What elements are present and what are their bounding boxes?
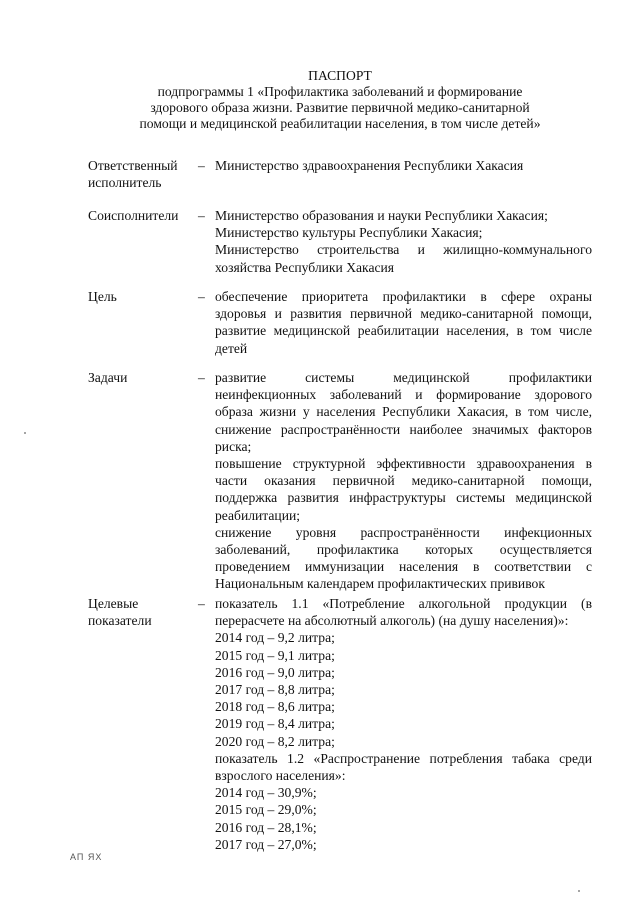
row-content [215, 369, 592, 593]
content-line: 2016 год – 9,0 литра; [215, 664, 335, 680]
content-line: реабилитации; [215, 507, 301, 523]
content-line: показатель 1.2 «Распространение потребления табака среди [215, 750, 592, 766]
label-line: Задачи [88, 370, 128, 385]
row-label [88, 369, 193, 386]
content-line: поддержка развития инфраструктуры системы медицинской [215, 490, 592, 506]
content-line: снижение распространённости наиболее значимых факторов [215, 421, 592, 437]
content-line: 2019 год – 8,4 литра; [215, 716, 335, 732]
content-line: 2017 год – 27,0%; [215, 836, 317, 852]
content-line: части оказания первичной медико-санитарной помощи, [215, 473, 592, 489]
content-line: здоровья и развития первичной медико-санитарной помощи, [215, 306, 592, 322]
content-line: детей [215, 340, 248, 356]
content-line: Министерство строительства и жилищно-коммунального [215, 242, 592, 258]
subprogram-title-line-1: подпрограммы 1 «Профилактика заболеваний и формирование [157, 84, 523, 99]
content-line: показатель 1.1 «Потребление алкогольной продукции (в [215, 596, 592, 611]
row-content [215, 288, 592, 357]
content-line: обеспечение приоритета профилактики в сфере охраны [215, 289, 592, 304]
dash-separator: – [198, 158, 205, 173]
dash-separator: – [198, 596, 205, 611]
content-line: заболеваний, профилактика которых осуществляется [215, 542, 592, 558]
content-line: 2018 год – 8,6 литра; [215, 699, 335, 715]
content-line: Министерство образования и науки Республики Хакасия; [215, 208, 548, 223]
scan-speck [24, 432, 26, 434]
content-line: Министерство культуры Республики Хакасия; [215, 225, 483, 241]
content-line: развитие медицинской реабилитации населения, в том числе [215, 323, 592, 339]
passport-heading: ПАСПОРТ [308, 68, 372, 83]
content-line: 2015 год – 9,1 литра; [215, 647, 335, 663]
content-line: неинфекционных заболеваний и формирование здорового [215, 387, 592, 403]
row-label [88, 288, 193, 305]
row-label [88, 157, 193, 191]
content-line: 2016 год – 28,1%; [215, 819, 317, 835]
scan-speck [578, 890, 580, 892]
label-line: показатели [88, 613, 152, 629]
content-line: 2017 год – 8,8 литра; [215, 682, 335, 698]
row-content [215, 157, 592, 174]
content-line: 2014 год – 9,2 литра; [215, 630, 335, 646]
content-line: взрослого населения»: [215, 768, 346, 784]
content-line: снижение уровня распространённости инфекционных [215, 524, 592, 540]
dash-separator: – [198, 370, 205, 385]
content-line: 2015 год – 29,0%; [215, 802, 317, 818]
label-line: Соисполнители [88, 208, 179, 223]
content-line: проведением иммунизации населения в соответствии с [215, 559, 592, 575]
row-label [88, 595, 193, 629]
label-line: Целевые [88, 596, 139, 611]
subprogram-title-line-3: помощи и медицинской реабилитации населения, в том числе детей» [139, 116, 541, 131]
content-line: развитие системы медицинской профилактики [215, 370, 592, 385]
content-line: хозяйства Республики Хакасия [215, 259, 395, 275]
passport-title-block [100, 68, 580, 132]
row-content [215, 595, 592, 853]
content-line: 2014 год – 30,9%; [215, 785, 317, 801]
content-line: повышение структурной эффективности здравоохранения в [215, 456, 592, 472]
content-line: перерасчете на абсолютный алкоголь) (на душу населения)»: [215, 613, 569, 629]
dash-separator: – [198, 208, 205, 223]
footer-mark: АП ЯХ [70, 852, 103, 862]
content-line: образа жизни у населения Республики Хакасия, в том числе, [215, 404, 592, 420]
label-line: исполнитель [88, 175, 162, 191]
content-line: 2020 год – 8,2 литра; [215, 733, 335, 749]
content-line: Национальным календарем профилактических прививок [215, 576, 545, 592]
label-line: Цель [88, 289, 117, 304]
subprogram-title-line-2: здорового образа жизни. Развитие первичной медико-санитарной [150, 100, 530, 115]
row-content [215, 207, 592, 276]
dash-separator: – [198, 289, 205, 304]
content-line: Министерство здравоохранения Республики Хакасия [215, 158, 524, 173]
content-line: риска; [215, 438, 252, 454]
row-label [88, 207, 193, 224]
label-line: Ответственный [88, 158, 178, 173]
